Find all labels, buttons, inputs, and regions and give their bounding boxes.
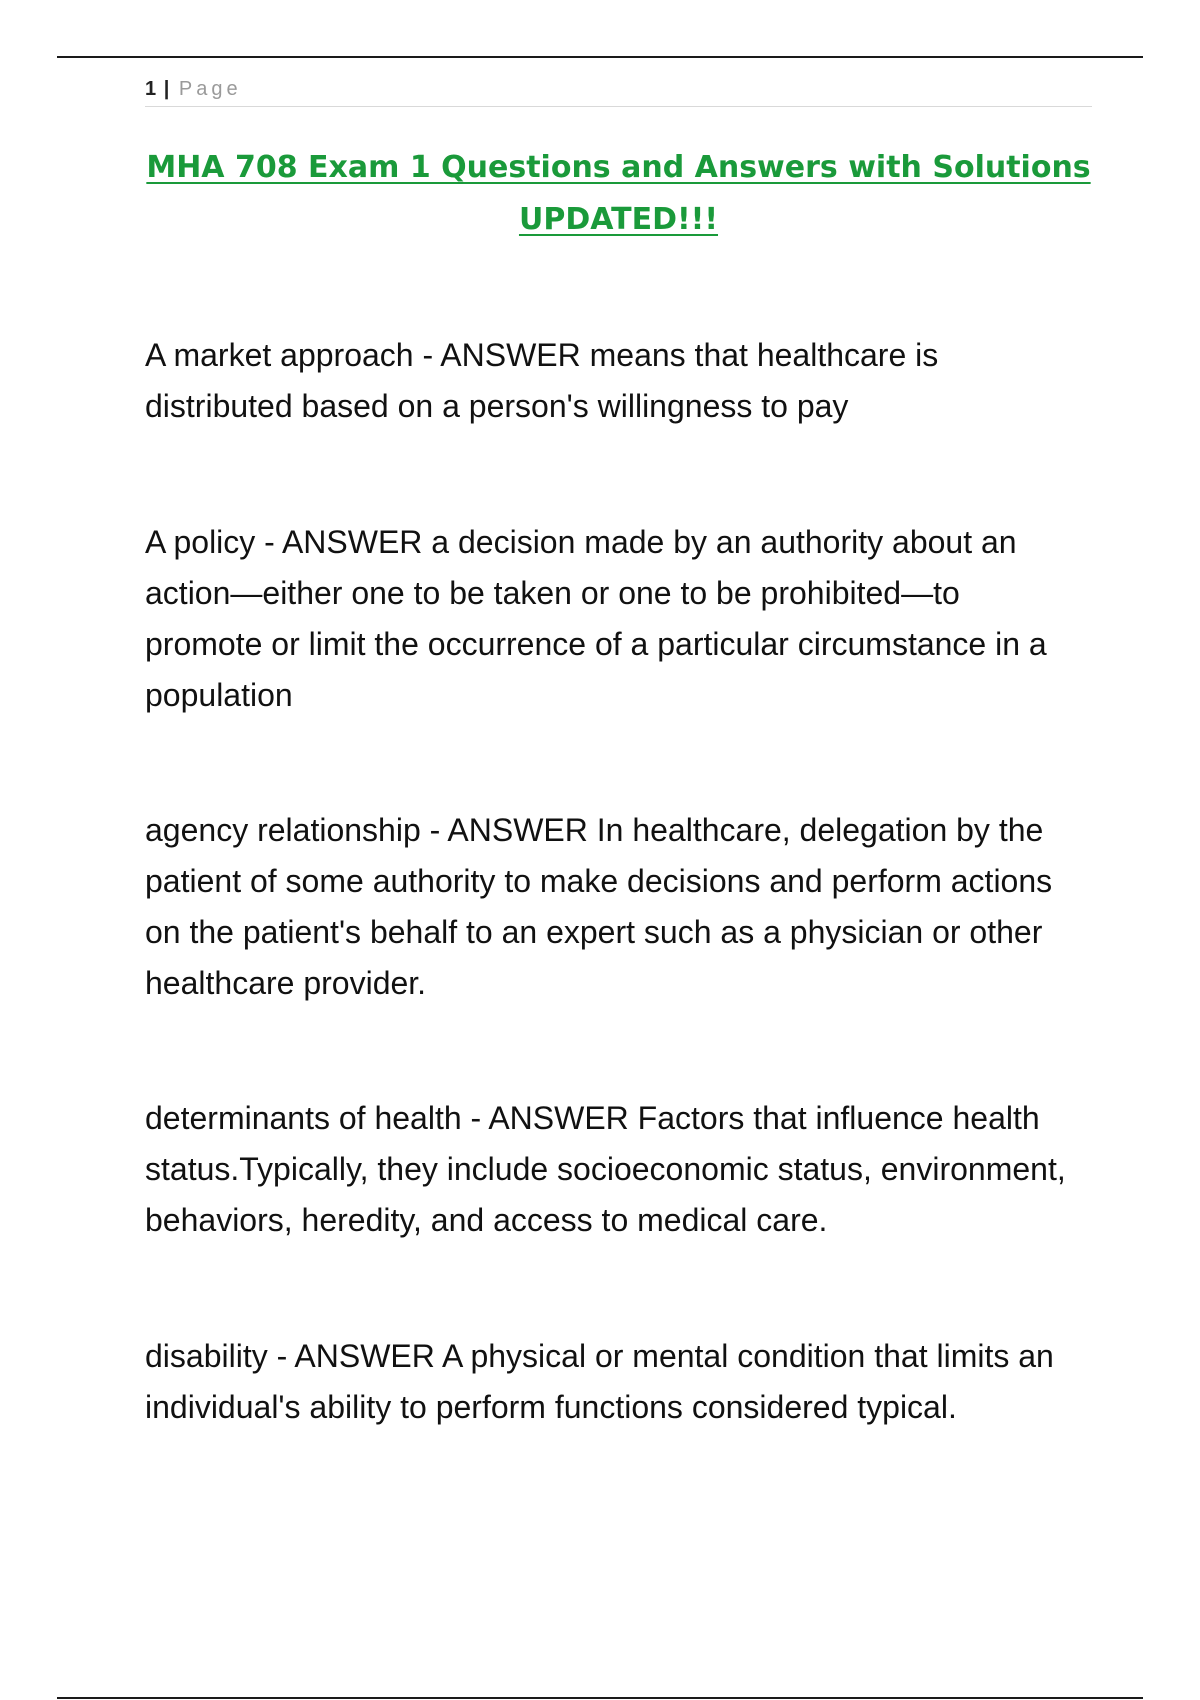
- qa-entry-disability: disability - ANSWER A physical or mental condition that limits an individual's ability to perform functions considered typical.: [145, 1338, 1054, 1425]
- page-separator: |: [163, 78, 170, 100]
- qa-entry-determinants-of-health: determinants of health - ANSWER Factors that influence health status.Typically, they include socioeconomic status, environment, behaviors, heredity, and access to medical care.: [145, 1100, 1066, 1238]
- page-label: Page: [178, 78, 242, 100]
- page-number: 1: [145, 78, 157, 100]
- qa-entry-market-approach: A market approach - ANSWER means that healthcare is distributed based on a person's willingness to pay: [145, 337, 939, 424]
- qa-entry-agency-relationship: agency relationship - ANSWER In healthcare, delegation by the patient of some authority to make decisions and perform actions on the patient's behalf to an expert such as a physician or other healthcare provider.: [145, 812, 1053, 1001]
- document-title: MHA 708 Exam 1 Questions and Answers with Solutions UPDATED!!!: [146, 150, 1091, 237]
- bottom-rule: [57, 1697, 1143, 1699]
- qa-entry-policy: A policy - ANSWER a decision made by an authority about an action—either one to be taken or one to be prohibited—to promote or limit the occurrence of a particular circumstance in a population: [145, 524, 1047, 713]
- top-rule: [57, 56, 1143, 58]
- page-header: [145, 72, 1092, 107]
